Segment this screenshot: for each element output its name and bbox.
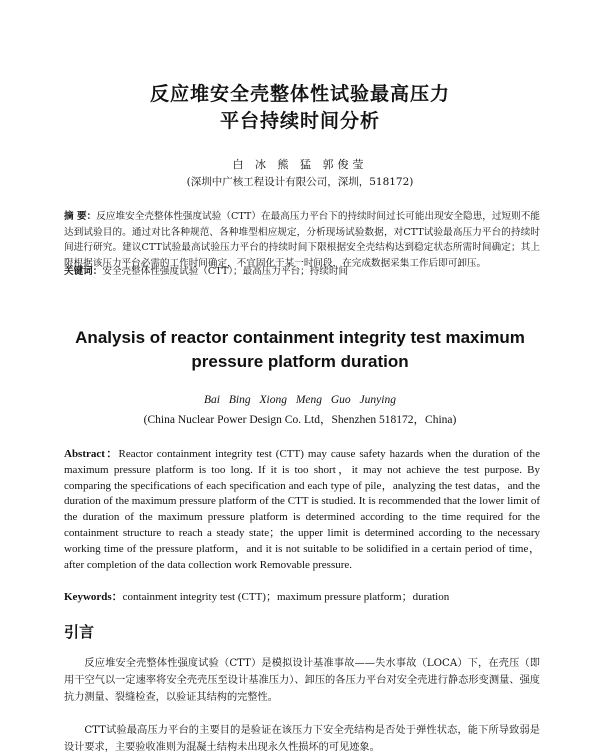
cn-authors: 白 冰 熊 猛 郭俊莹 (232, 158, 368, 171)
en-keywords-text: containment integrity test (CTT)；maximum pressure platform；duration (122, 591, 450, 603)
cn-keywords-label: 关键词： (64, 266, 103, 277)
en-keywords (64, 590, 540, 606)
en-keywords-label: Keywords： (64, 591, 123, 603)
en-title-line2: pressure platform duration (191, 352, 409, 371)
en-authors: Bai Bing Xiong Meng Guo Junying (204, 394, 396, 406)
en-abstract-label: Abstract： (64, 448, 119, 460)
cn-title-line1: 反应堆安全壳整体性试验最高压力 (149, 83, 450, 105)
cn-keywords (64, 264, 540, 280)
cn-abstract-label: 摘 要： (64, 211, 97, 222)
cn-affiliation: (深圳中广核工程设计有限公司，深圳，518172) (186, 176, 414, 188)
body-paragraph: 反应堆安全壳整体性强度试验（CTT）是模拟设计基准事故——失水事故（LOCA）下，在壳压（即用干空气以一定速率将安全壳壳压至设计基准压力）、卸压的各压力平台对安全壳进行静态形变测量、强度抗力测量、裂缝检查，以验证其结构的完整性。 (64, 658, 540, 703)
cn-abstract (64, 209, 540, 271)
en-affiliation: (China Nuclear Power Design Co. Ltd，Shenzhen 518172，China) (143, 414, 457, 426)
en-abstract-text: Reactor containment integrity test (CTT) may cause safety hazards when the duration of the maximum pressure platform is too long. If it is too short，it may not achieve the test purpose. By comparing the specifications of each specification and each type of pile，analyzing the test datas，and the duration of the maximum pressure platform of the CTT is studied. It is recommended that the lower limit of the duration of the maximum pressure platform is determined according to the time required for the containment structure to reach a steady state；the upper limit is determined according to the necessary working time of the pressure platform，and it is not suitable to be solidified in a certain period of time，after completion of the data collection work Removable pressure. (64, 448, 540, 571)
cn-abstract-text: 反应堆安全壳整体性强度试验（CTT）在最高压力平台下的持续时间过长可能出现安全隐患，过短则不能达到试验目的。通过对比各种规范、各种堆型相应规定，分析现场试验数据，对CTT试验最高压力平台的持续时间进行研究。建议CTT试验最高试验压力平台的持续时间下限根据安全壳结构达到稳定状态所需时间确定；其上限根据该压力平台必需的工作时间确定，不宜固化于某一时间段，在完成数据采集工作后即可卸压。 (64, 211, 540, 269)
en-abstract (64, 447, 540, 573)
section-heading-introduction: 引言 (64, 623, 95, 641)
body-paragraph: CTT试验最高压力平台的主要目的是验证在该压力下安全壳结构是否处于弹性状态，能下所导致弱是设计要求，主要验收准则为混凝土结构未出现永久性损坏的可见迹象。 (64, 725, 540, 753)
en-title-line1: Analysis of reactor containment integrity test maximum (75, 328, 525, 347)
cn-keywords-text: 安全壳整体性强度试验（CTT）；最高压力平台；持续时间 (102, 266, 349, 277)
cn-title-line2: 平台持续时间分析 (219, 110, 380, 132)
